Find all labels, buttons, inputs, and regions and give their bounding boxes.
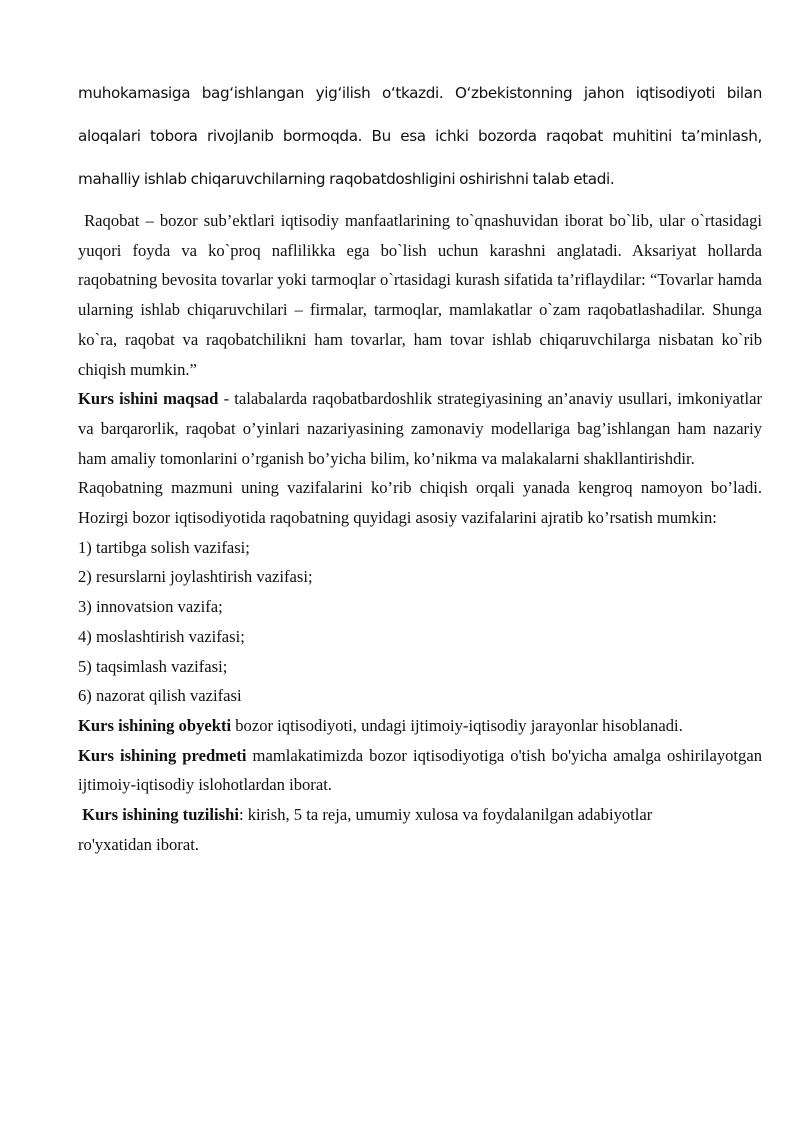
list-item: 1) tartibga solish vazifasi; xyxy=(78,537,250,557)
purpose-text: - talabalarda raqobatbardoshlik strategiyasining an’anaviy usullari, imkoniyatlar va barqarorlik, raqobat o’yinlari nazariyasining zamonaviy modellariga bag’ishlangan ham nazariy ham amaliy tomonlarini o’rganish bo’yicha bilim, ko’nikma va malakalarni shakllantirishdir. xyxy=(78,389,762,468)
object-paragraph xyxy=(78,711,762,741)
purpose-paragraph xyxy=(78,384,762,473)
list-item: 4) moslashtirish vazifasi; xyxy=(78,626,245,646)
document-page xyxy=(78,72,762,859)
functions-intro-paragraph: Raqobatning mazmuni uning vazifalarini ko’rib chiqish orqali yanada kengroq namoyon bo’ladi. Hozirgi bozor iqtisodiyotida raqobatning quyidagi asosiy vazifalarini ajratib ko’rsatish mumkin: xyxy=(78,478,762,528)
competition-definition-text: Raqobat – bozor sub’ektlari iqtisodiy manfaatlarining to`qnashuvidan iborat bo`lib, ular o`rtasidagi yuqori foyda va ko`proq naflilikka ega bo`lish uchun karashni anglatadi. Aksariyat hollarda raqobatning bevosita tovarlar yoki tarmoqlar o`rtasidagi kurash sifatida ta’riflaydilar: “Tovarlar hamda ularning ishlab chiqaruvchilari – firmalar, tarmoqlar, mamlakatlar o`zam raqobatlashadilar. Shunga ko`ra, raqobat va raqobatchilikni ham tovarlar, ham tovar ishlab chiqaruvchilarga nisbatan ko`rib chiqish mumkin.” xyxy=(78,211,762,379)
object-text: bozor iqtisodiyoti, undagi ijtimoiy-iqtisodiy jarayonlar hisoblanadi. xyxy=(231,715,683,735)
object-label: Kurs ishining obyekti xyxy=(78,715,232,735)
structure-text-line2: ro'yxatidan iborat. xyxy=(78,834,199,854)
competition-definition-paragraph xyxy=(78,206,762,384)
structure-text-line1: : kirish, 5 ta reja, umumiy xulosa va foydalanilgan adabiyotlar xyxy=(238,805,653,825)
structure-paragraph xyxy=(78,800,762,859)
list-item: 6) nazorat qilish vazifasi xyxy=(78,686,242,706)
subject-text: mamlakatimizda bozor iqtisodiyotiga o'tish bo'yicha amalga oshirilayotgan ijtimoiy-iqtisodiy islohotlardan iborat. xyxy=(78,745,762,795)
subject-label: Kurs ishining predmeti xyxy=(78,745,247,765)
subject-paragraph xyxy=(78,741,762,800)
list-item: 2) resurslarni joylashtirish vazifasi; xyxy=(78,567,313,587)
list-item: 5) taqsimlash vazifasi; xyxy=(78,656,228,676)
purpose-label: Kurs ishini maqsad xyxy=(78,389,219,409)
list-item: 3) innovatsion vazifa; xyxy=(78,597,223,617)
structure-label: Kurs ishining tuzilishi xyxy=(82,805,239,825)
intro-paragraph: muhokamasiga bag‘ishlangan yig‘ilish o‘tkazdi. O‘zbekistonning jahon iqtisodiyoti bilan aloqalari tobora rivojlanib bormoqda. Bu esa ichki bozorda raqobat muhitini ta’minlash, mahalliy ishlab chiqaruvchilarning raqobatdoshligini oshirishni talab etadi. xyxy=(78,84,762,188)
functions-list xyxy=(78,533,762,711)
